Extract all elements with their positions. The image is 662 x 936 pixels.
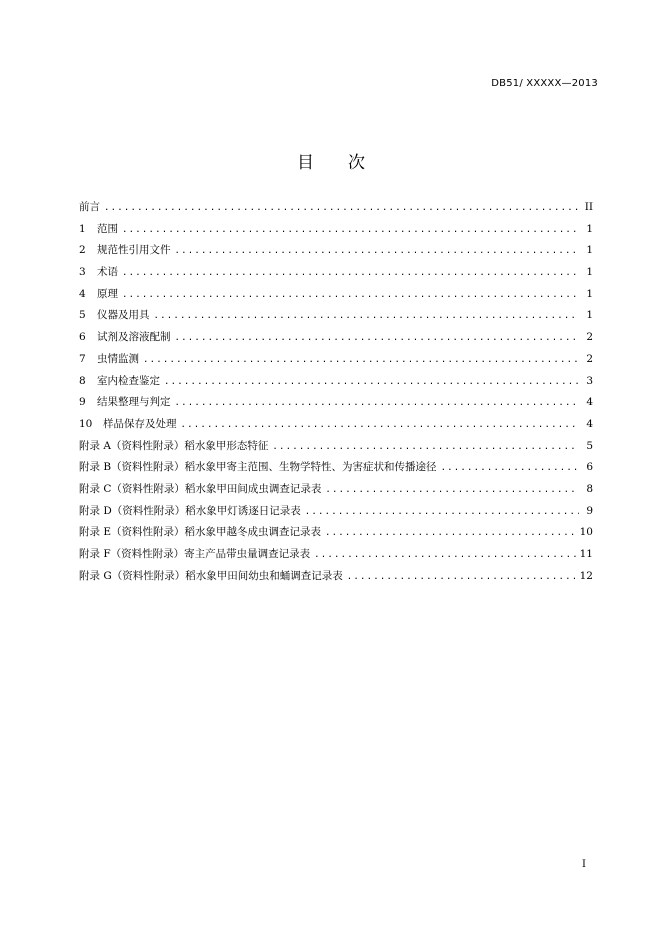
toc-entry-title: 试剂及溶液配制 — [97, 331, 171, 344]
toc-entry-number: 6 — [79, 331, 86, 344]
toc-appendix-page: 11 — [579, 548, 593, 560]
toc-appendix-page: 6 — [586, 461, 593, 474]
toc-entry-foreword[interactable] — [79, 197, 593, 219]
toc-entry-page: 1 — [586, 266, 593, 279]
toc-appendix-title: 稻水象甲田间成虫调查记录表 — [184, 482, 322, 495]
toc-entry-10[interactable] — [79, 414, 593, 436]
toc-entry-number: 8 — [79, 374, 86, 387]
toc-entry-4[interactable] — [79, 284, 593, 306]
toc-leader — [175, 241, 580, 263]
toc-entry-number: 3 — [79, 266, 86, 279]
toc-entry-title: 仪器及用具 — [97, 309, 150, 322]
toc-list — [79, 197, 593, 587]
toc-appendix-g[interactable] — [79, 566, 593, 588]
toc-entry-number: 7 — [79, 352, 86, 365]
toc-appendix-prefix: 附录 F（资料性附录） — [79, 548, 185, 560]
toc-entry-title: 前言 — [79, 201, 100, 213]
toc-title-char-1: 目 — [297, 153, 314, 173]
toc-appendix-title: 稻水象甲寄主范围、生物学特性、为害症状和传播途径 — [184, 461, 437, 474]
toc-appendix-prefix: 附录 B（资料性附录） — [79, 461, 185, 474]
toc-entry-6[interactable] — [79, 327, 593, 349]
toc-leader — [325, 523, 576, 545]
toc-entry-5[interactable] — [79, 305, 593, 327]
toc-entry-title: 规范性引用文件 — [97, 244, 171, 257]
toc-leader — [325, 480, 579, 502]
toc-entry-title: 范围 — [97, 222, 118, 235]
toc-leader — [314, 545, 576, 567]
toc-entry-page: 4 — [586, 417, 593, 430]
toc-appendix-d[interactable] — [79, 501, 593, 523]
toc-entry-page: 1 — [586, 222, 593, 235]
toc-entry-title: 室内检查鉴定 — [97, 374, 160, 387]
toc-entry-number: 2 — [79, 244, 86, 257]
toc-appendix-title: 稻水象甲灯诱逐日记录表 — [185, 504, 301, 517]
toc-entry-1[interactable] — [79, 219, 593, 241]
toc-appendix-prefix: 附录 G（资料性附录） — [79, 569, 186, 582]
toc-entry-title: 样品保存及处理 — [103, 417, 177, 430]
toc-appendix-prefix: 附录 A（资料性附录） — [79, 439, 185, 452]
toc-leader — [441, 458, 579, 480]
toc-entry-page: 1 — [586, 244, 593, 257]
toc-appendix-e[interactable] — [79, 522, 593, 544]
toc-appendix-page: 12 — [579, 569, 593, 582]
toc-leader — [175, 393, 580, 415]
toc-entry-page: 3 — [586, 374, 593, 387]
toc-entry-page: 2 — [586, 352, 593, 365]
toc-appendix-c[interactable] — [79, 479, 593, 501]
toc-entry-page: 1 — [586, 309, 593, 322]
toc-leader — [143, 350, 579, 372]
standard-code: DB51/ XXXXX—2013 — [491, 78, 598, 89]
toc-entry-3[interactable] — [79, 262, 593, 284]
toc-leader — [347, 567, 576, 589]
toc-entry-page: 1 — [586, 287, 593, 300]
toc-appendix-b[interactable] — [79, 457, 593, 479]
toc-leader — [122, 285, 579, 307]
toc-appendix-title: 寄主产品带虫量调查记录表 — [184, 548, 311, 560]
toc-appendix-page: 10 — [579, 526, 593, 539]
toc-leader — [181, 415, 580, 437]
toc-appendix-prefix: 附录 D（资料性附录） — [79, 504, 186, 517]
toc-appendix-title: 稻水象甲形态特征 — [184, 439, 269, 452]
toc-entry-page: 4 — [586, 396, 593, 409]
toc-appendix-page: 9 — [586, 504, 593, 517]
toc-leader — [122, 220, 579, 242]
toc-leader — [272, 437, 579, 459]
toc-appendix-prefix: 附录 E（资料性附录） — [79, 526, 185, 539]
toc-appendix-prefix: 附录 C（资料性附录） — [79, 482, 185, 495]
toc-leader — [154, 306, 580, 328]
toc-entry-number: 1 — [79, 222, 86, 235]
page-number: I — [582, 859, 586, 870]
toc-entry-title: 术语 — [97, 266, 118, 279]
toc-leader — [175, 328, 580, 350]
toc-entry-number: 5 — [79, 309, 86, 322]
toc-entry-title: 结果整理与判定 — [97, 396, 171, 409]
toc-appendix-a[interactable] — [79, 436, 593, 458]
toc-leader — [104, 198, 579, 220]
toc-leader — [305, 502, 579, 524]
toc-entry-title: 原理 — [97, 287, 118, 300]
toc-appendix-title: 稻水象甲田间幼虫和蛹调查记录表 — [185, 569, 343, 582]
toc-leader — [122, 263, 579, 285]
toc-title — [0, 148, 662, 173]
toc-entry-title: 虫情监测 — [97, 352, 139, 365]
toc-appendix-page: 8 — [586, 482, 593, 495]
toc-title-char-2: 次 — [348, 153, 365, 173]
toc-entry-page: 2 — [586, 331, 593, 344]
toc-entry-8[interactable] — [79, 371, 593, 393]
toc-entry-number: 10 — [79, 417, 93, 430]
toc-appendix-title: 稻水象甲越冬成虫调查记录表 — [184, 526, 322, 539]
toc-appendix-page: 5 — [586, 439, 593, 452]
toc-entry-9[interactable] — [79, 392, 593, 414]
toc-entry-page: II — [584, 201, 593, 213]
toc-entry-7[interactable] — [79, 349, 593, 371]
toc-appendix-f[interactable] — [79, 544, 593, 566]
toc-entry-2[interactable] — [79, 240, 593, 262]
toc-entry-number: 9 — [79, 396, 86, 409]
toc-leader — [164, 372, 579, 394]
toc-entry-number: 4 — [79, 287, 86, 300]
